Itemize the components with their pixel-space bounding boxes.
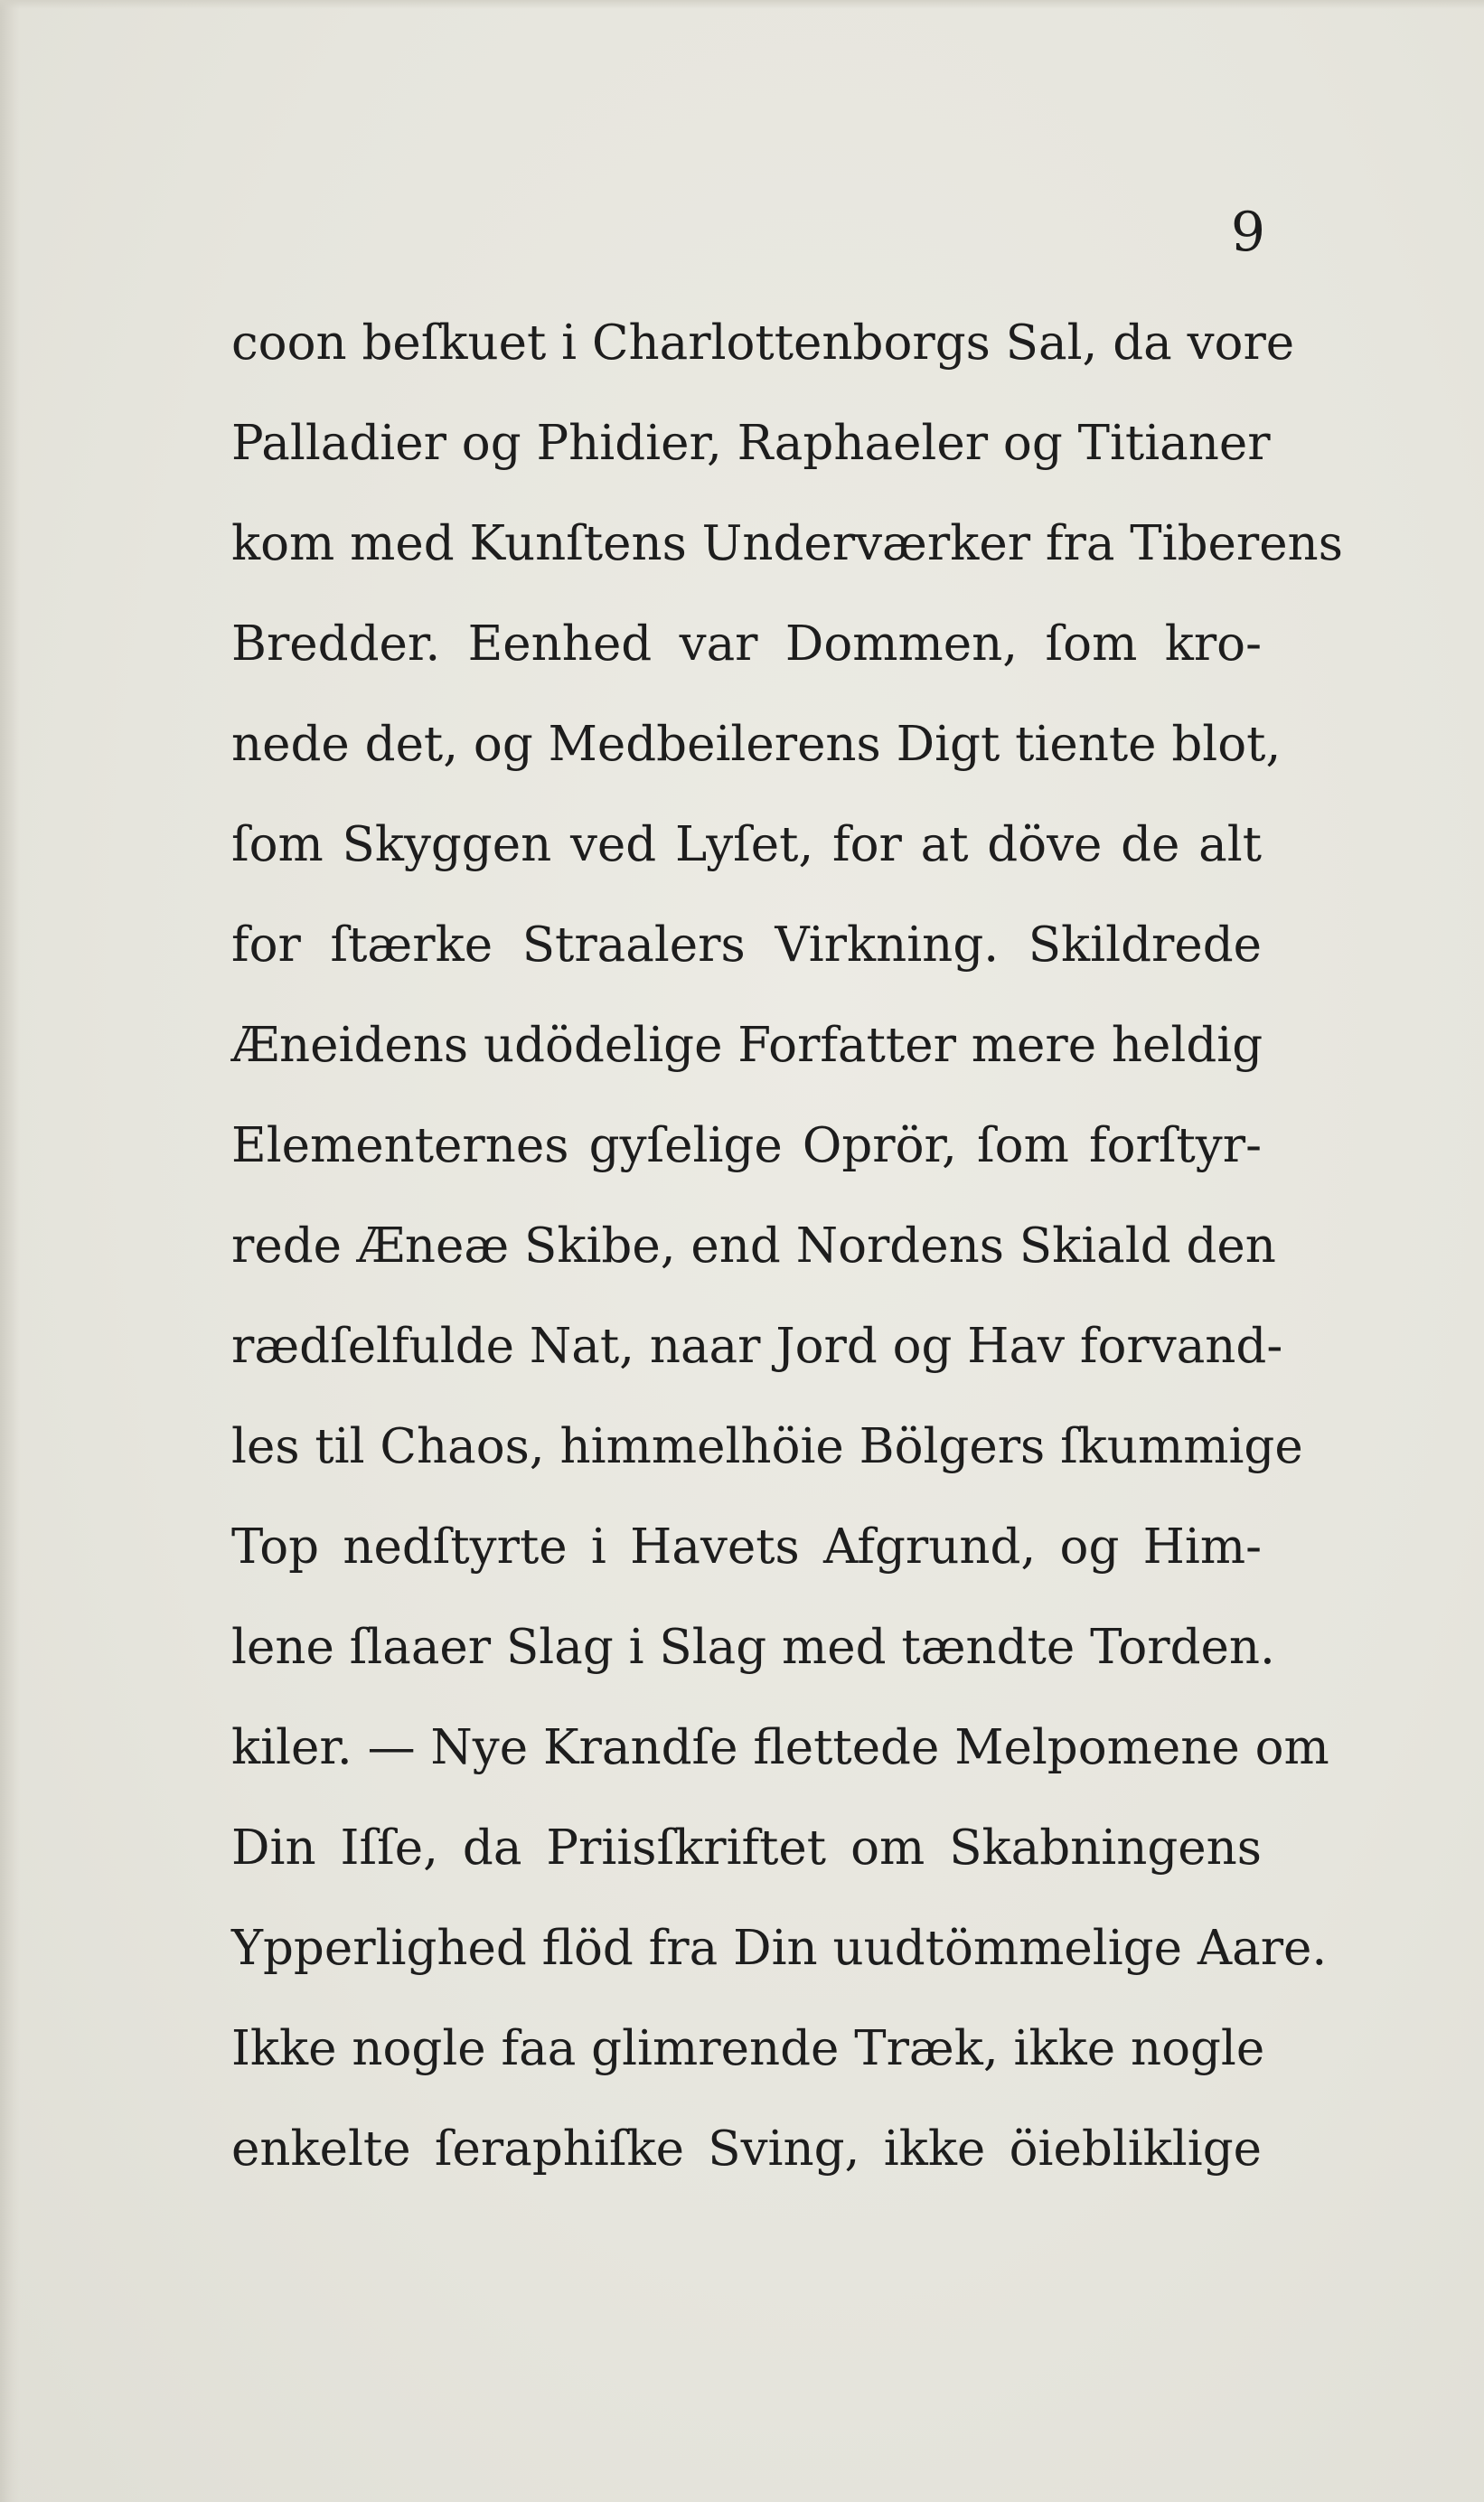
text-line: rædſelfulde Nat, naar Jord og Hav forvand-	[231, 1319, 1283, 1374]
text-line: Palladier og Phidier, Raphaeler og Titianer	[231, 416, 1271, 471]
text-line: Bredder. Eenhed var Dommen, ſom kro-	[231, 616, 1262, 672]
text-line: lene ſlaaer Slag i Slag med tændte Torden.	[231, 1620, 1275, 1675]
body-text	[231, 309, 1343, 2215]
text-line: rede Æneæ Skibe, end Nordens Skiald den	[231, 1218, 1276, 1274]
text-line: Ikke nogle faa glimrende Træk, ikke nogle	[231, 2021, 1265, 2076]
text-line: Ypperlighed flöd fra Din uudtömmelige Aare.	[231, 1921, 1328, 1976]
text-line: coon beſkuet i Charlottenborgs Sal, da vore	[231, 315, 1295, 371]
text-line: Æneidens udödelige Forfatter mere heldig	[231, 1018, 1263, 1073]
text-line: enkelte ſeraphiſke Sving, ikke öiebliklige	[231, 2121, 1262, 2177]
text-line: kom med Kunſtens Underværker fra Tiberens	[231, 516, 1343, 571]
text-line: Din Iſſe, da Priisſkriftet om Skabningens	[231, 1820, 1262, 1876]
text-line: Elementernes gyſelige Oprör, ſom forſtyr-	[231, 1118, 1262, 1173]
text-line: nede det, og Medbeilerens Digt tiente blot,	[231, 717, 1282, 772]
page-top-edge	[0, 0, 1484, 9]
text-line: kiler. — Nye Krandſe flettede Melpomene om	[231, 1720, 1329, 1775]
text-line: Top nedſtyrte i Havets Afgrund, og Him-	[231, 1519, 1262, 1575]
text-line: ſom Skyggen ved Lyſet, for at döve de alt	[231, 817, 1262, 872]
page-number: 9	[1230, 201, 1265, 264]
page-left-edge	[0, 0, 20, 2502]
text-line: for ſtærke Straalers Virkning. Skildrede	[231, 917, 1262, 973]
text-line: les til Chaos, himmelhöie Bölgers ſkummige	[231, 1419, 1303, 1474]
